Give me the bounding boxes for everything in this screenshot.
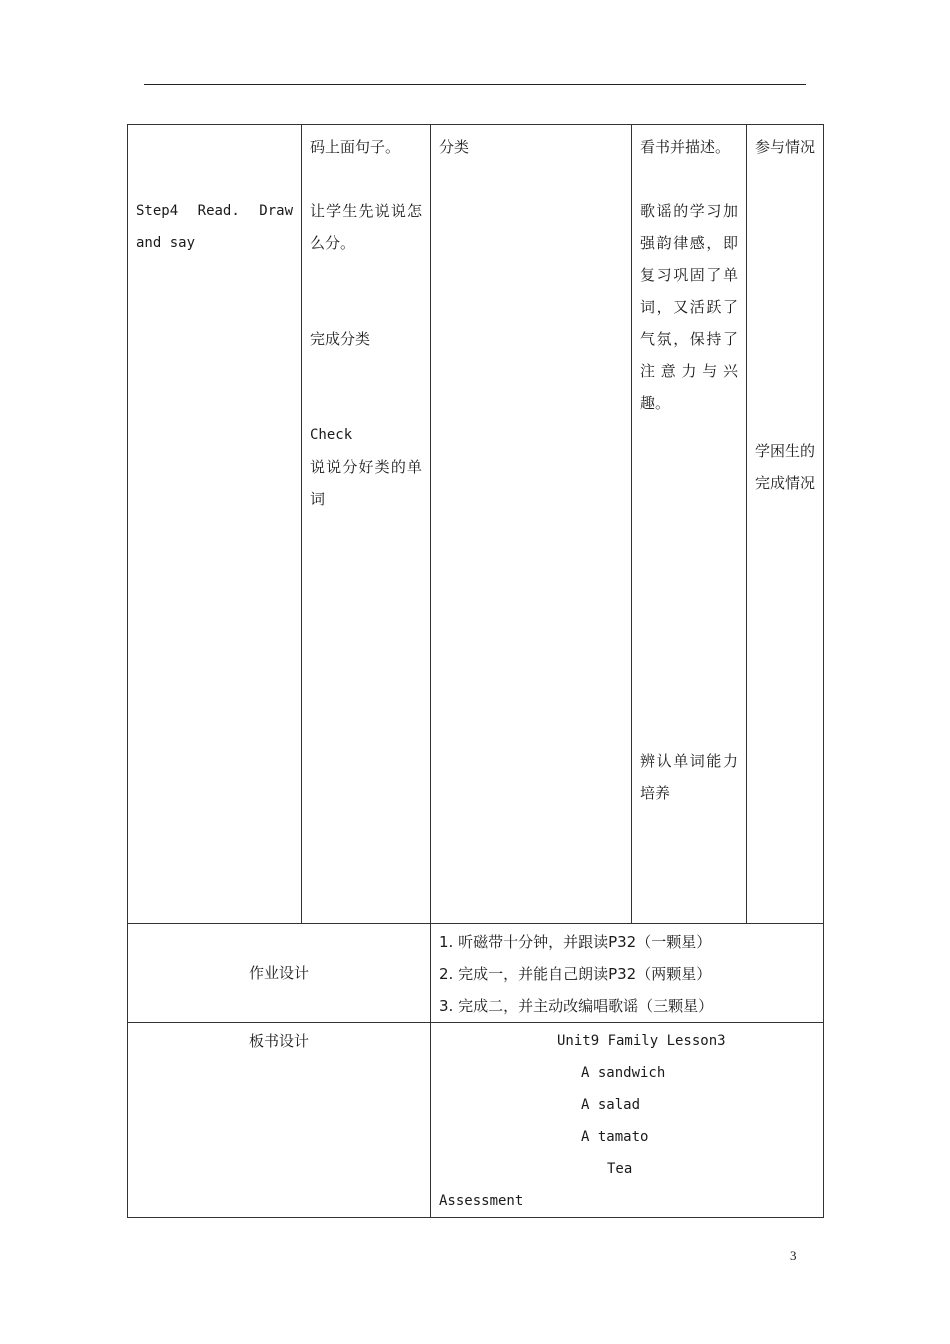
assessment-part-1: 参与情况 [755, 138, 816, 156]
board-line-2: A salad [581, 1097, 641, 1113]
board-line-1: A sandwich [581, 1065, 666, 1081]
board-label: 板书设计 [248, 1032, 309, 1050]
homework-item-1: 1. 听磁带十分钟，并跟读P32（一颗星） [439, 933, 712, 951]
homework-item-3: 3. 完成二，并主动改编唱歌谣（三颗星） [439, 997, 714, 1015]
intent-cell [632, 125, 747, 924]
intent-part-1: 看书并描述。 [640, 138, 731, 156]
activity-row [128, 125, 824, 924]
teacher-line-1: 码上面句子。 [310, 138, 401, 156]
teacher-line-2: 让学生先说说怎么分。 [310, 202, 422, 252]
student-activity: 分类 [439, 138, 470, 156]
assessment-part-2: 学困生的完成情况 [755, 442, 816, 492]
page-number: 3 [790, 1248, 797, 1263]
assessment-cell [747, 125, 824, 924]
board-footer: Assessment [439, 1193, 524, 1209]
board-row [128, 1023, 824, 1218]
intent-part-3: 辨认单词能力培养 [640, 752, 738, 802]
board-title: Unit9 Family Lesson3 [557, 1033, 726, 1049]
teacher-line-4b: 说说分好类的单词 [310, 458, 422, 508]
homework-label: 作业设计 [248, 964, 309, 982]
header-rule [144, 84, 806, 85]
homework-row [128, 924, 824, 1023]
board-content-cell [431, 1023, 824, 1218]
teacher-activity-cell [302, 125, 431, 924]
step-cell [128, 125, 302, 924]
teacher-line-3: 完成分类 [310, 330, 371, 348]
intent-part-2: 歌谣的学习加强韵律感，即复习巩固了单词，又活跃了气氛，保持了注意力与兴趣。 [640, 202, 738, 412]
board-line-3: A tamato [581, 1129, 649, 1145]
board-label-cell [128, 1023, 431, 1218]
lesson-plan-table [127, 124, 824, 1218]
teacher-line-4a: Check [310, 427, 353, 443]
step-label: Step4 Read. Draw and say [136, 203, 293, 251]
board-line-4: Tea [607, 1161, 633, 1177]
homework-item-2: 2. 完成一，并能自己朗读P32（两颗星） [439, 965, 712, 983]
homework-label-cell [128, 924, 431, 1023]
student-activity-cell [431, 125, 632, 924]
homework-items-cell [431, 924, 824, 1023]
